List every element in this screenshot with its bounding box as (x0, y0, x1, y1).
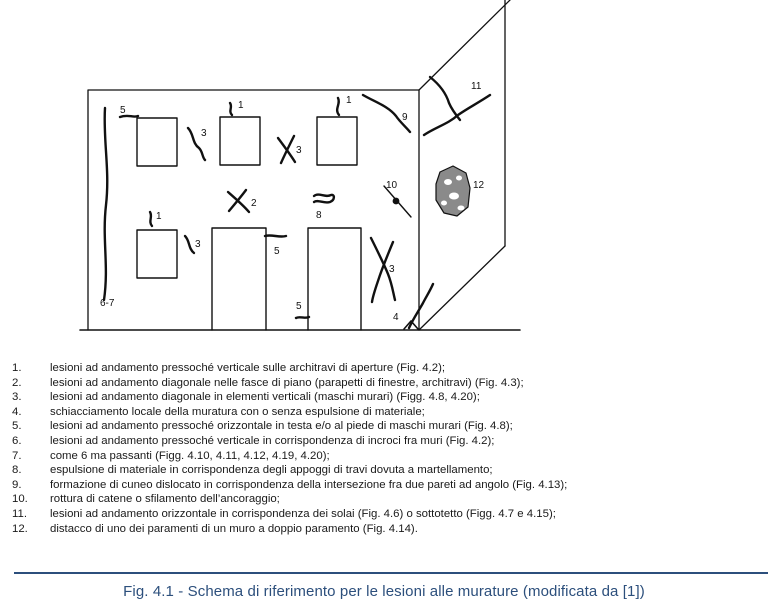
label-1-top-b: 1 (346, 95, 352, 106)
detached-leaf (436, 166, 470, 216)
label-5-door: 5 (274, 246, 280, 257)
legend-item (12, 390, 752, 405)
crack-6-7 (104, 108, 107, 300)
crack-11-a (430, 77, 460, 120)
legend-item-number: 11. (12, 507, 27, 520)
crack-5-base (296, 317, 309, 318)
crack-11-b (424, 95, 490, 135)
crack-2-2 (229, 190, 246, 211)
label-11: 11 (471, 81, 482, 92)
label-3-a: 3 (201, 128, 207, 139)
legend-item (12, 419, 752, 434)
legend-item (12, 478, 752, 493)
windows (137, 117, 357, 278)
legend-item-text: schiacciamento locale della muratura con o senza espulsione di materiale; (50, 405, 425, 418)
label-3-c: 3 (195, 239, 201, 250)
legend-item (12, 449, 752, 464)
legend-item-number: 12. (12, 522, 28, 535)
legend-item-text: rottura di catene o sfilamento dell’ancoraggio; (50, 493, 280, 506)
legend-item-number: 1. (12, 362, 22, 374)
legend-item-text: lesioni ad andamento pressoché orizzontale in testa e/o al piede di maschi murari (Fig. 4.8); (50, 420, 513, 433)
label-10: 10 (386, 180, 398, 191)
label-12: 12 (473, 180, 485, 191)
legend-item-text: lesioni ad andamento orizzontale in corrispondenza dei solai (Fig. 4.6) o sottotetto (Figg. 4.7 e 4.15); (50, 507, 556, 520)
door-2 (308, 228, 361, 330)
label-2: 2 (251, 198, 257, 209)
cracks (104, 77, 490, 329)
label-5-base: 5 (296, 301, 302, 312)
legend-item-text: espulsione di materiale in corrispondenza degli appoggi di travi dovuta a martellamento; (50, 464, 493, 477)
window-4 (137, 230, 177, 278)
figure-caption: Fig. 4.1 - Schema di riferimento per le lesioni alle murature (modificata da [1]) (123, 583, 645, 600)
doors (212, 228, 361, 330)
legend-item (12, 463, 752, 478)
label-6-7: 6-7 (100, 298, 115, 309)
crack-1-top-a (230, 103, 232, 115)
crack-legend (12, 361, 752, 536)
crack-3-c (185, 236, 194, 253)
crack-5-door (265, 235, 286, 236)
legend-item-number: 8. (12, 464, 22, 477)
legend-item-text: lesioni ad andamento pressoché verticale in corrispondenza di incroci fra muri (Fig. 4.2); (50, 434, 495, 447)
crack-4 (409, 284, 433, 328)
legend-item (12, 376, 752, 391)
label-3-d: 3 (389, 264, 395, 275)
legend-item-text: lesioni ad andamento pressoché verticale sulle architravi di aperture (Fig. 4.2); (50, 362, 446, 374)
legend-item-number: 4. (12, 405, 22, 418)
label-1-lower: 1 (156, 211, 162, 222)
window-3 (317, 117, 357, 165)
legend-item-text: distacco di uno dei paramenti di un muro a doppio paramento (Fig. 4.14). (50, 522, 418, 535)
legend-item-number: 3. (12, 391, 22, 404)
crack-5-top-left (120, 116, 138, 117)
legend-item-number: 7. (12, 449, 22, 462)
tie-rod-anchor (393, 198, 400, 205)
legend-item-number: 10. (12, 493, 28, 506)
legend-item-text: come 6 ma passanti (Figg. 4.10, 4.11, 4.12, 4.19, 4.20); (50, 449, 330, 462)
legend-item (12, 492, 752, 507)
building-outline (80, 0, 520, 330)
label-3-b: 3 (296, 145, 302, 156)
crack-1-lower (150, 212, 152, 226)
legend-item (12, 434, 752, 449)
legend-item-text: formazione di cuneo dislocato in corrispondenza della intersezione fra due pareti ad angolo (Fig. 4.13); (50, 478, 568, 491)
caption-divider (14, 572, 768, 574)
crack-8 (314, 195, 334, 203)
label-9: 9 (402, 112, 408, 123)
legend-item (12, 522, 752, 537)
legend-item-number: 2. (12, 376, 22, 389)
window-2 (220, 117, 260, 165)
legend-item-number: 6. (12, 434, 22, 447)
legend-item (12, 507, 752, 522)
label-8: 8 (316, 210, 322, 221)
legend-item-text: lesioni ad andamento diagonale nelle fasce di piano (parapetti di finestre, architravi) (Fig. 4.3); (50, 376, 524, 389)
legend-item (12, 405, 752, 420)
legend-item-number: 5. (12, 420, 22, 433)
crack-1-top-b (337, 98, 339, 115)
legend-item-text: lesioni ad andamento diagonale in elementi verticali (maschi murari) (Figg. 4.8, 4.20); (50, 391, 480, 404)
legend-item (12, 361, 752, 376)
legend-item-number: 9. (12, 478, 22, 491)
label-4: 4 (393, 312, 399, 323)
label-1-top-a: 1 (238, 100, 244, 111)
door-1 (212, 228, 266, 330)
window-1 (137, 118, 177, 166)
label-5-top: 5 (120, 105, 126, 116)
